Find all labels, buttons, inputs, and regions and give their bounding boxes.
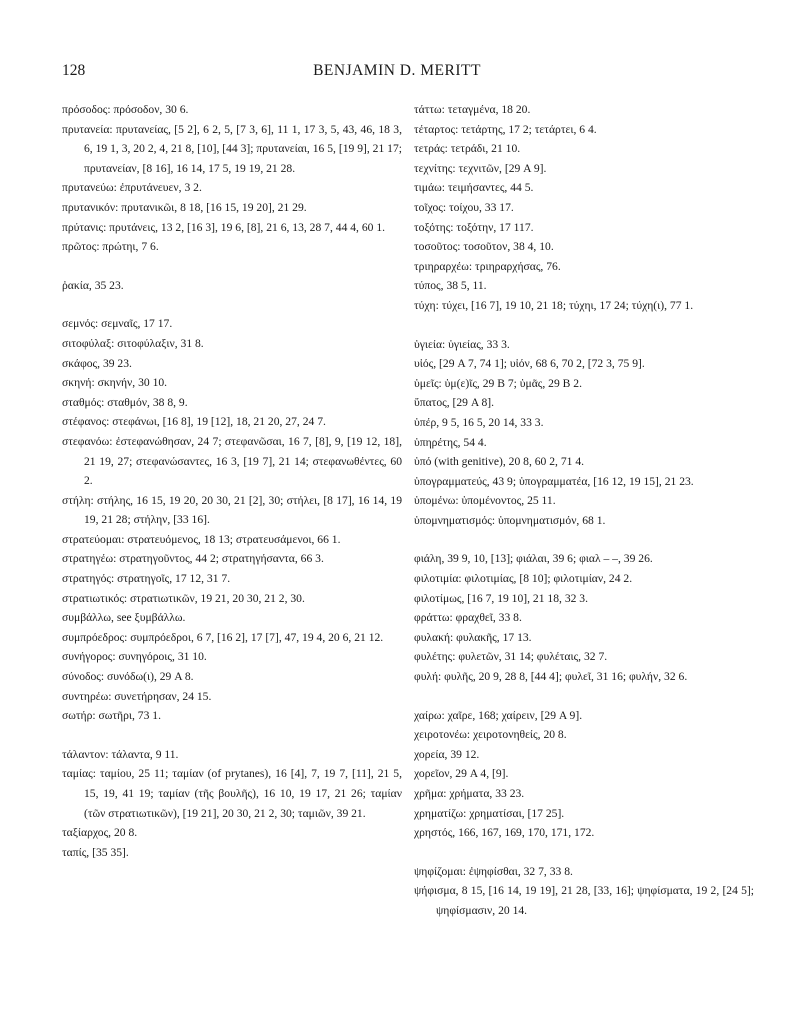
page-header [62,62,732,84]
index-entry: πρυτανεία: πρυτανείας, [5 2], 6 2, 5, [7 3, 6], 11 1, 17 3, 5, 43, 46, 18 3, 6, 19 1, 3, 20 2, 4, 21 8, [10], [44 3]; πρυτανείαι, 16 5, [19 9], 21 17; πρυτανείαν, [8 16], 16 14, 17 5, 19 19, 21 28. [62,122,402,175]
index-entry: χορεῖον, 29 A 4, [9]. [414,767,509,781]
index-entry: φυλέτης: φυλετῶν, 31 14; φυλέταις, 32 7. [414,650,608,664]
index-entry: στρατιωτικός: στρατιωτικῶν, 19 21, 20 30, 21 2, 30. [62,591,305,605]
index-entry: χαίρω: χαῖρε, 168; χαίρειν, [29 A 9]. [414,708,583,722]
index-entry: ταξίαρχος, 20 8. [62,826,138,840]
index-entry: τοσοῦτος: τοσοῦτον, 38 4, 10. [414,240,554,254]
index-entry: σεμνός: σεμναῖς, 17 17. [62,317,173,331]
index-entry: τοξότης: τοξότην, 17 117. [414,220,534,234]
index-entry: σκάφος, 39 23. [62,356,132,370]
index-entry: τετράς: τετράδι, 21 10. [414,142,521,156]
index-entry: ψήφισμα, 8 15, [16 14, 19 19], 21 28, [33, 16]; ψηφίσματα, 19 2, [24 5]; ψηφίσμασιν, 20 14. [414,884,754,917]
index-entry: σωτήρ: σωτῆρι, 73 1. [62,709,161,723]
index-entry: συμπρόεδρος: συμπρόεδροι, 6 7, [16 2], 17 [7], 47, 19 4, 20 6, 21 12. [62,630,384,644]
index-entry: τριηραρχέω: τριηραρχήσας, 76. [414,259,561,273]
index-entry: πρυτανικόν: πρυτανικῶι, 8 18, [16 15, 19 20], 21 29. [62,200,307,214]
index-entry: φιλοτιμία: φιλοτιμίας, [8 10]; φιλοτιμίαν, 24 2. [414,572,633,586]
index-entry: στρατηγός: στρατηγοῖς, 17 12, 31 7. [62,572,231,586]
index-entry: σύνοδος: συνόδω(ι), 29 A 8. [62,670,194,684]
index-entry: χειροτονέω: χειροτονηθείς, 20 8. [414,728,567,742]
index-entry: στεφανόω: ἐστεφανώθησαν, 24 7; στεφανῶσαι, 16 7, [8], 9, [19 12, 18], 21 19, 27; στεφανώσαντες, 16 3, [19 7], 21 14; στεφανωθέντες, 60 2. [62,434,402,488]
index-entry: υἱός, [29 A 7, 74 1]; υἱόν, 68 6, 70 2, [72 3, 75 9]. [414,357,645,371]
index-entry: τάλαντον: τάλαντα, 9 11. [62,747,179,761]
index-entry: φυλή: φυλῆς, 20 9, 28 8, [44 4]; φυλεῖ, 31 16; φυλήν, 32 6. [414,670,688,684]
index-entry: ὑπηρέτης, 54 4. [414,435,487,449]
index-entry: χρῆμα: χρήματα, 33 23. [414,787,525,800]
index-entry: χρηματίζω: χρηματίσαι, [17 25]. [414,806,565,820]
index-entry: τιμάω: τειμήσαντες, 44 5. [414,181,534,195]
index-entry: ὑμεῖς: ὑμ(ε)ῖς, 29 B 7; ὑμᾶς, 29 B 2. [414,376,582,390]
index-entry: πρυτανεύω: ἐπρυτάνευεν, 3 2. [62,181,202,195]
index-entry: σκηνή: σκηνήν, 30 10. [62,376,168,390]
index-entry: στήλη: στήλης, 16 15, 19 20, 20 30, 21 [2], 30; στήλει, [8 17], 16 14, 19 19, 21 28; στήλην, [33 16]. [62,493,402,527]
index-column-left [62,100,402,862]
index-entry: ὑπό (with genitive), 20 8, 60 2, 71 4. [414,455,585,469]
index-entry: πρῶτος: πρώτηι, 7 6. [62,240,159,254]
index-entry: συντηρέω: συνετήρησαν, 24 15. [62,689,212,703]
index-entry: φράττω: φραχθεῖ, 33 8. [414,611,522,625]
index-entry: τοῖχος: τοίχου, 33 17. [414,200,514,214]
index-entry: στρατηγέω: στρατηγοῦντος, 44 2; στρατηγήσαντα, 66 3. [62,552,324,566]
index-entry: ταπίς, [35 35]. [62,845,129,859]
index-entry: φυλακή: φυλακῆς, 17 13. [414,630,532,644]
index-entry: ὕπατος, [29 A 8]. [414,396,495,410]
index-entry: στρατεύομαι: στρατευόμενος, 18 13; στρατευσάμενοι, 66 1. [62,532,341,546]
index-entry: ὑπομένω: ὑπομένοντος, 25 11. [414,494,556,508]
index-entry: συμβάλλω, see ξυμβάλλω. [62,611,186,625]
index-entry: ὑγιεία: ὑγιείας, 33 3. [414,337,510,351]
index-entry: ὑπομνηματισμός: ὑπομνηματισμόν, 68 1. [414,513,606,527]
index-entry: φιάλη, 39 9, 10, [13]; φιάλαι, 39 6; φιαλ – –, 39 26. [414,552,653,566]
index-column-right [414,100,754,921]
index-entry: σταθμός: σταθμόν, 38 8, 9. [62,395,188,409]
index-entry: χορεία, 39 12. [414,747,480,761]
index-entry: ῥακία, 35 23. [62,278,124,292]
index-entry: φιλοτίμως, [16 7, 19 10], 21 18, 32 3. [414,591,589,605]
index-entry: πρύτανις: πρυτάνεις, 13 2, [16 3], 19 6, [8], 21 6, 13, 28 7, 44 4, 60 1. [62,220,386,234]
running-title: BENJAMIN D. MERITT [313,62,481,79]
index-entry: ὑπογραμματεύς, 43 9; ὑπογραμματέα, [16 12, 19 15], 21 23. [414,474,694,488]
index-entry: στέφανος: στεφάνωι, [16 8], 19 [12], 18, 21 20, 27, 24 7. [62,415,326,429]
index-entry: συνήγορος: συνηγόροις, 31 10. [62,650,207,664]
index-entry: τύπος, 38 5, 11. [414,279,487,293]
index-entry: τάττω: τεταγμένα, 18 20. [414,103,531,116]
index-entry: πρόσοδος: πρόσοδον, 30 6. [62,103,189,116]
index-entry: ψηφίζομαι: ἐψηφίσθαι, 32 7, 33 8. [414,864,573,878]
page-number: 128 [62,62,86,79]
index-entry: σιτοφύλαξ: σιτοφύλαξιν, 31 8. [62,336,204,350]
index-entry: τύχη: τύχει, [16 7], 19 10, 21 18; τύχηι, 17 24; τύχη(ι), 77 1. [414,298,694,312]
index-entry: τεχνίτης: τεχνιτῶν, [29 A 9]. [414,161,547,175]
index-entry: χρηστός, 166, 167, 169, 170, 171, 172. [414,826,595,840]
index-entry: τέταρτος: τετάρτης, 17 2; τετάρτει, 6 4. [414,122,597,136]
index-entry: ταμίας: ταμίου, 25 11; ταμίαν (of prytanes), 16 [4], 7, 19 7, [11], 21 5, 15, 19, 41 19; ταμίαν (τῆς βουλῆς), 16 10, 19 17, 21 26; ταμίαν (τῶν στρατιωτικῶν), [19 21], 20 30, 21 2, 30; ταμιῶν, 39 21. [62,767,402,820]
index-entry: ὑπέρ, 9 5, 16 5, 20 14, 33 3. [414,415,544,429]
